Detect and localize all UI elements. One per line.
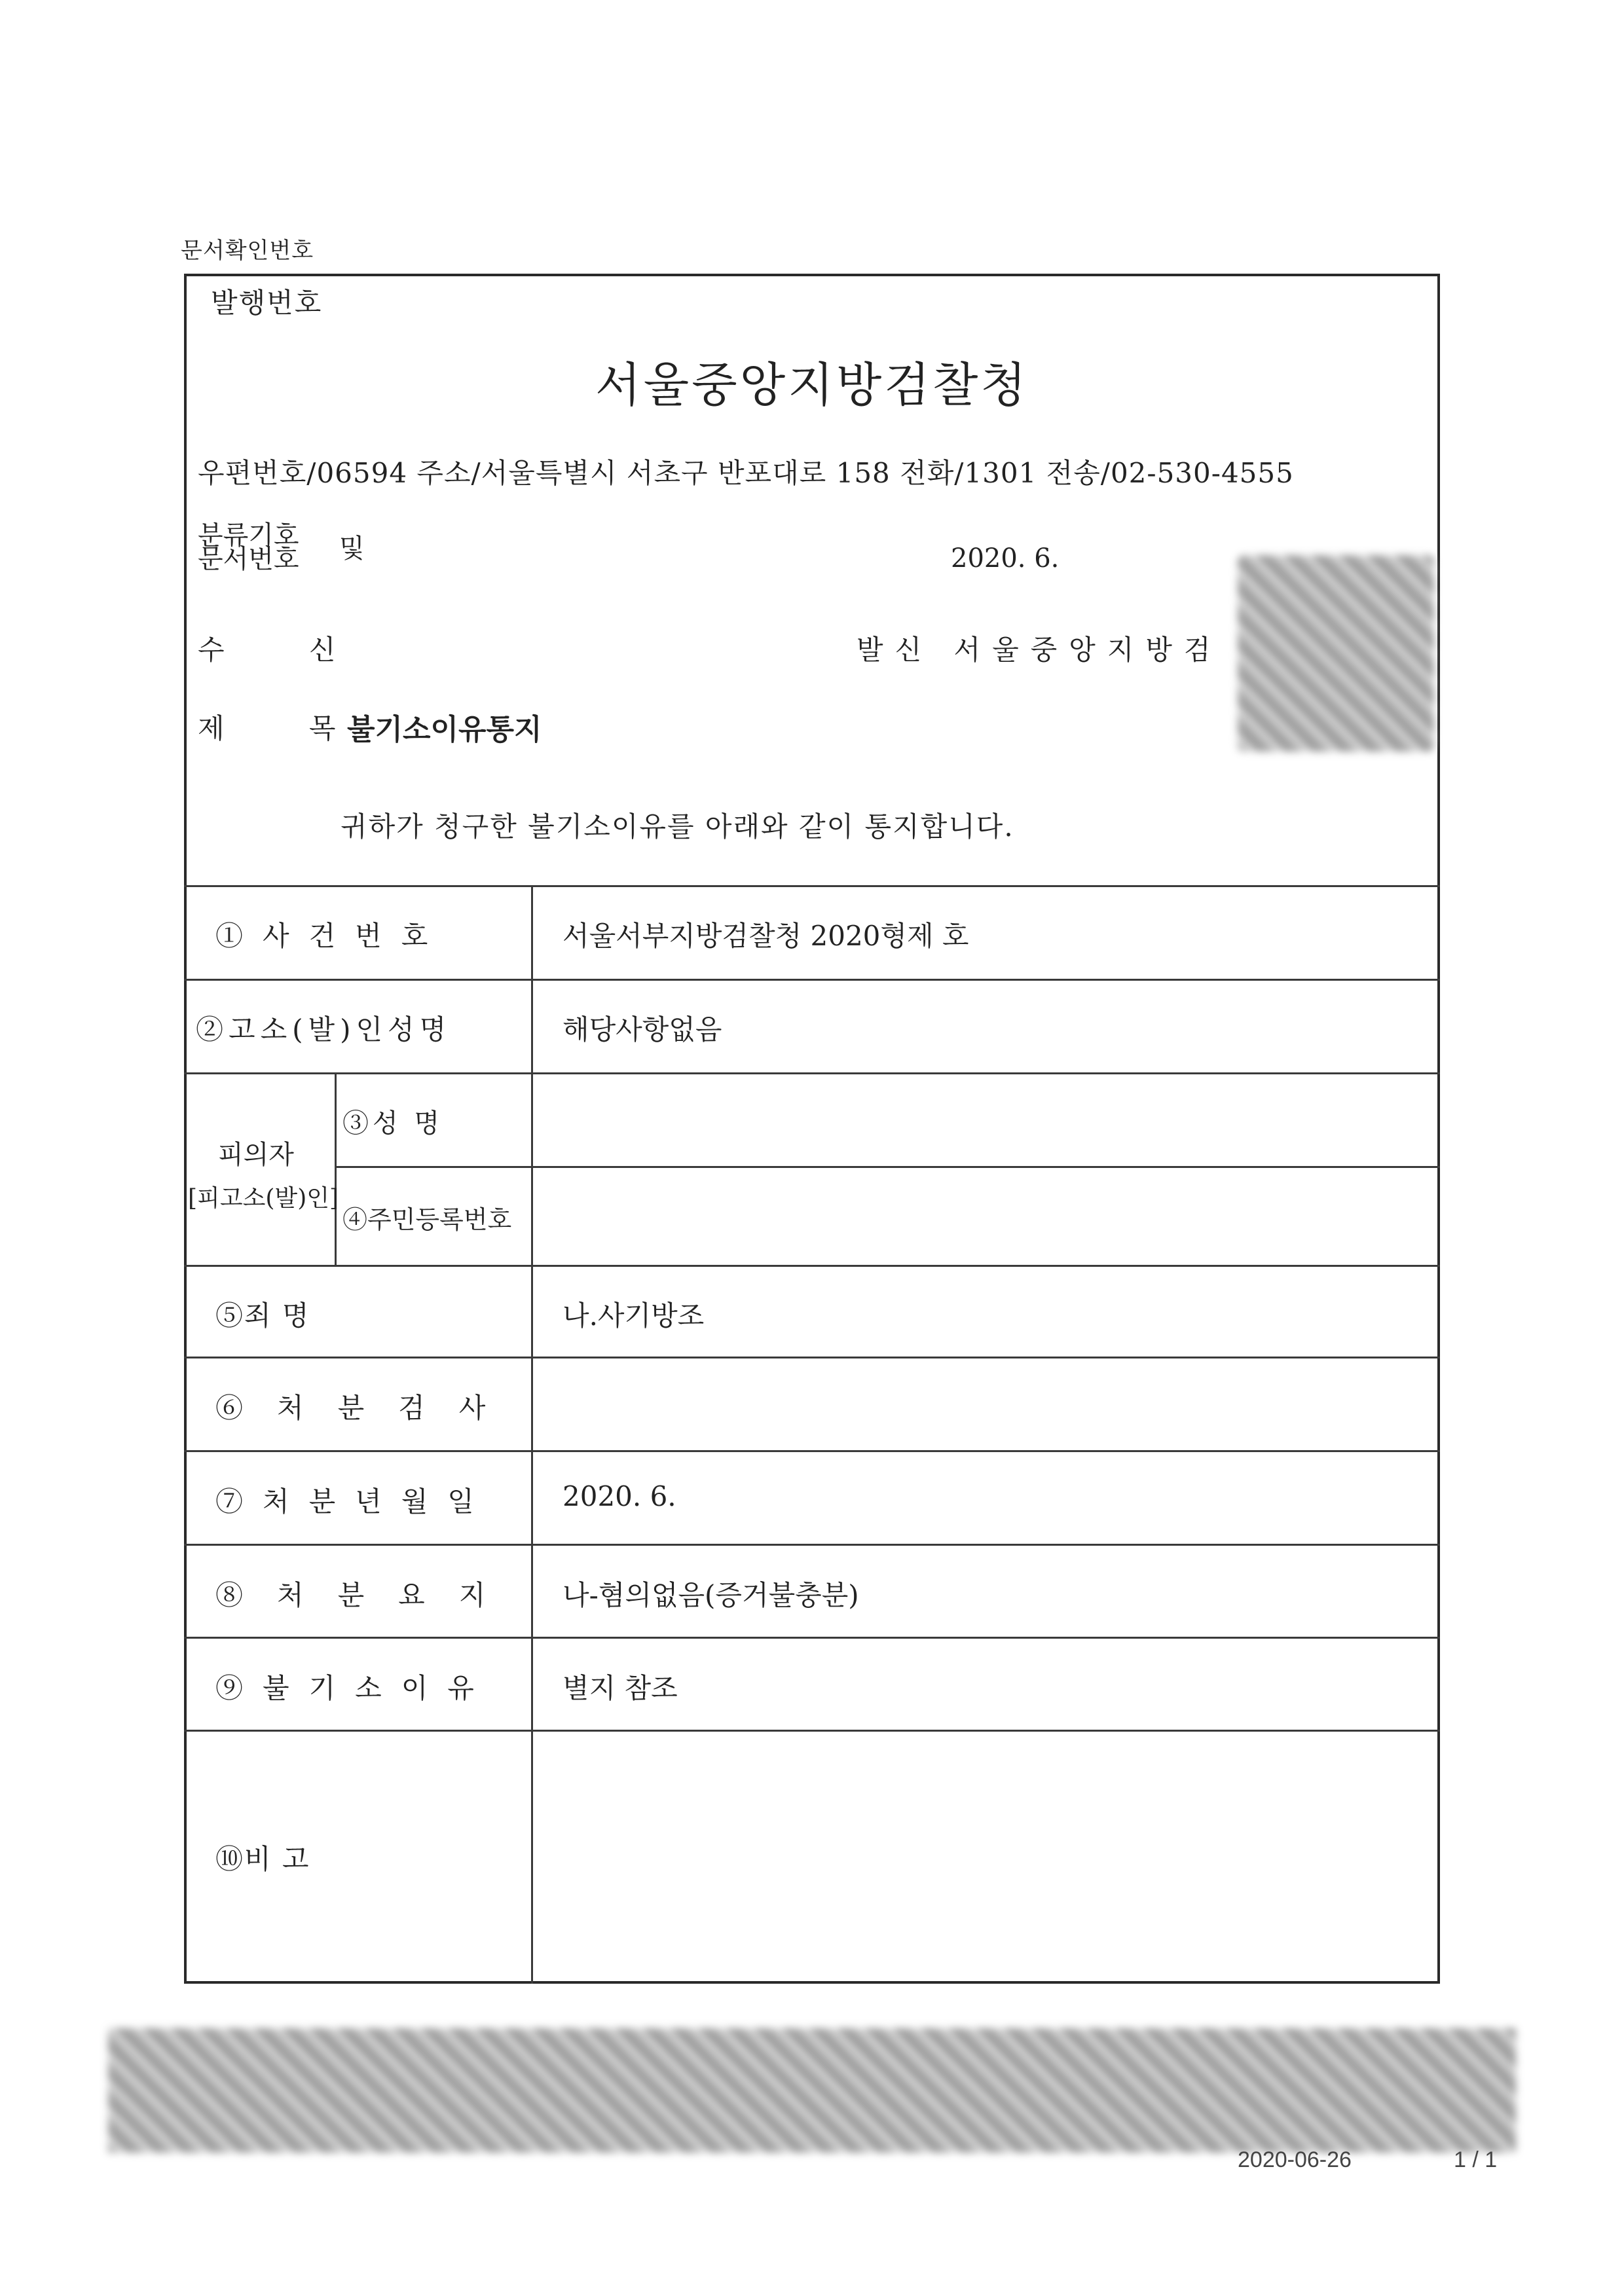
row-divider [184,1357,1440,1358]
notice-table [184,885,1440,1984]
classification-label-line1: 분류기호 [198,520,299,551]
suspect-name-label: ③성 명 [342,1108,443,1139]
redacted-stamp [1238,555,1434,752]
doc-check-label: 문서확인번호 [181,238,314,264]
row-value-offense: 나.사기방조 [563,1300,705,1332]
row-label-complainant: ②고소(발)인성명 [196,1013,452,1046]
column-divider [531,885,533,1984]
row-divider [184,1730,1440,1732]
footer-date: 2020-06-26 [1238,2147,1352,2172]
row-value-case-number: 서울서부지방검찰청 2020형제 호 [563,920,969,952]
row-divider [184,1450,1440,1452]
redacted-footer [108,2028,1516,2153]
row-value-disposition-summary: 나-혐의없음(증거불충분) [563,1579,859,1611]
row-divider [184,1544,1440,1546]
row-label-remarks: ⑩비 고 [215,1843,310,1875]
row-value-complainant: 해당사항없음 [563,1013,722,1046]
row-label-disposition-date: ⑦처분년월일 [215,1485,494,1518]
recipient-label: 수 신 [198,634,374,666]
sender-text: 발신 서울중앙지방검 [857,634,1223,666]
suspect-column-divider [335,1072,337,1265]
issue-number-label: 발행번호 [211,287,323,319]
row-divider [335,1166,1440,1168]
row-value-disposition-date: 2020. 6. [563,1480,676,1512]
row-label-offense: ⑤죄 명 [215,1300,310,1332]
row-label-prosecutor: ⑥처분검사 [215,1392,520,1424]
footer-page-number: 1 / 1 [1454,2147,1498,2172]
classification-and: 및 [339,534,365,564]
row-label-case-number: ①사건번호 [215,920,448,952]
intro-text: 귀하가 청구한 불기소이유를 아래와 같이 통지합니다. [341,811,1014,843]
row-label-non-prosecution-reason: ⑨불기소이유 [215,1672,494,1704]
classification-label [198,520,355,574]
row-divider [184,979,1440,981]
table-top-border [184,885,1440,887]
subject-label: 제 목 [198,712,374,744]
issue-date: 2020. 6. [951,543,1060,574]
subject-value: 불기소이유통지 [347,713,542,746]
row-divider [184,1637,1440,1639]
row-divider [184,1265,1440,1267]
office-title: 서울중앙지방검찰청 [595,357,1029,412]
suspect-group-label: 피의자 [218,1140,294,1170]
address-line: 우편번호/06594 주소/서울특별시 서초구 반포대로 158 전화/1301 전송/02-530-4555 [198,457,1294,489]
suspect-id-label: ④주민등록번호 [342,1205,512,1234]
row-divider [184,1072,1440,1074]
row-value-non-prosecution-reason: 별지 참조 [563,1672,678,1704]
suspect-group-sublabel: [피고소(발)인] [188,1185,339,1212]
row-label-disposition-summary: ⑧처분요지 [215,1579,520,1611]
classification-label-line2: 문서번호 [198,544,299,574]
